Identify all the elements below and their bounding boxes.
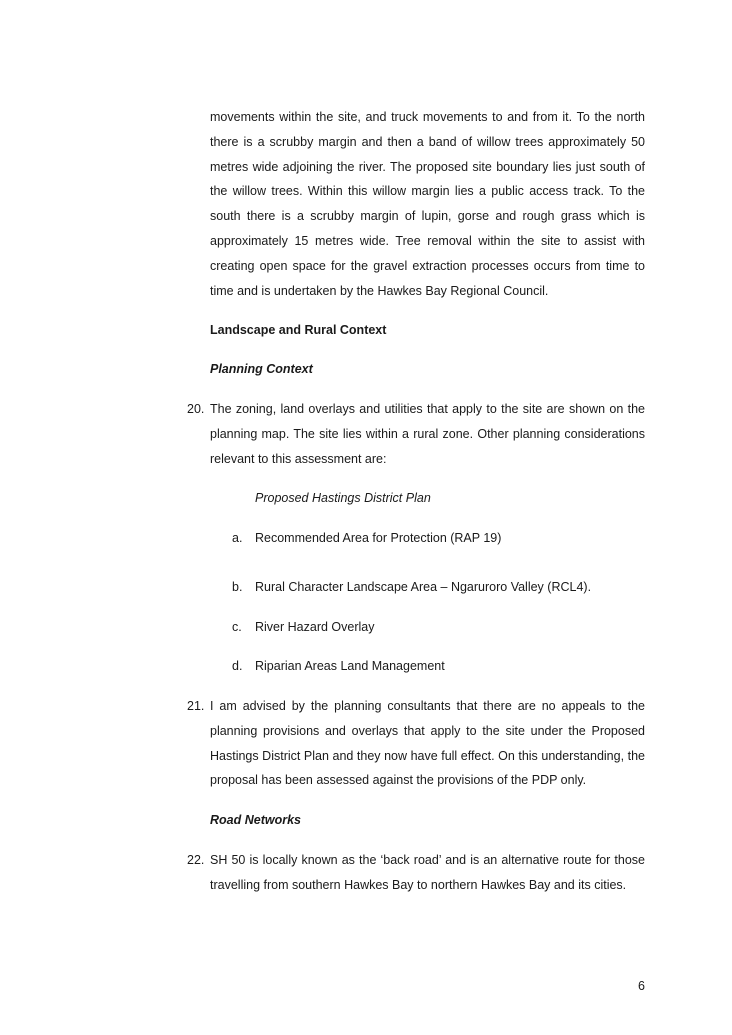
intro-paragraph: movements within the site, and truck movements to and from it. To the north there is a scrubby margin and then a band of willow trees approximately 50 metres wide adjoining the river. The proposed site boundary lies just south of the willow trees. Within this willow margin lies a public access track. To the south there is a scrubby margin of lupin, gorse and rough grass which is approximately 15 metres wide. Tree removal within the site to assist with creating open space for the gravel extraction processes occurs from time to time and is undertaken by the Hawkes Bay Regional Council. [210, 110, 645, 298]
heading-road-networks: Road Networks [210, 813, 301, 827]
list-item-letter-c: c. [232, 620, 242, 634]
list-item-letter-b: b. [232, 580, 243, 594]
heading-landscape-rural-context: Landscape and Rural Context [210, 323, 387, 337]
list-item-text-a: Recommended Area for Protection (RAP 19) [255, 531, 502, 545]
paragraph-number-21: 21. [187, 699, 205, 713]
heading-planning-context: Planning Context [210, 362, 313, 376]
paragraph-21: I am advised by the planning consultants that there are no appeals to the planning provisions and overlays that apply to the site under the Proposed Hastings District Plan and they now have full effect. On this understanding, the proposal has been assessed against the provisions of the PDP only. [210, 699, 645, 788]
list-item-letter-d: d. [232, 659, 243, 673]
paragraph-22: SH 50 is locally known as the ‘back road’ and is an alternative route for those travelling from southern Hawkes Bay to northern Hawkes Bay and its cities. [210, 853, 645, 892]
list-item-text-b: Rural Character Landscape Area – Ngaruroro Valley (RCL4). [255, 580, 592, 594]
paragraph-number-22: 22. [187, 853, 205, 867]
list-item-text-d: Riparian Areas Land Management [255, 659, 445, 673]
list-item-letter-a: a. [232, 531, 243, 545]
page-number: 6 [638, 979, 645, 993]
paragraph-number-20: 20. [187, 402, 205, 416]
plan-title: Proposed Hastings District Plan [255, 491, 431, 505]
paragraph-20: The zoning, land overlays and utilities that apply to the site are shown on the planning map. The site lies within a rural zone. Other planning considerations relevant to this assessment are: [210, 402, 645, 466]
list-item-text-c: River Hazard Overlay [255, 620, 375, 634]
